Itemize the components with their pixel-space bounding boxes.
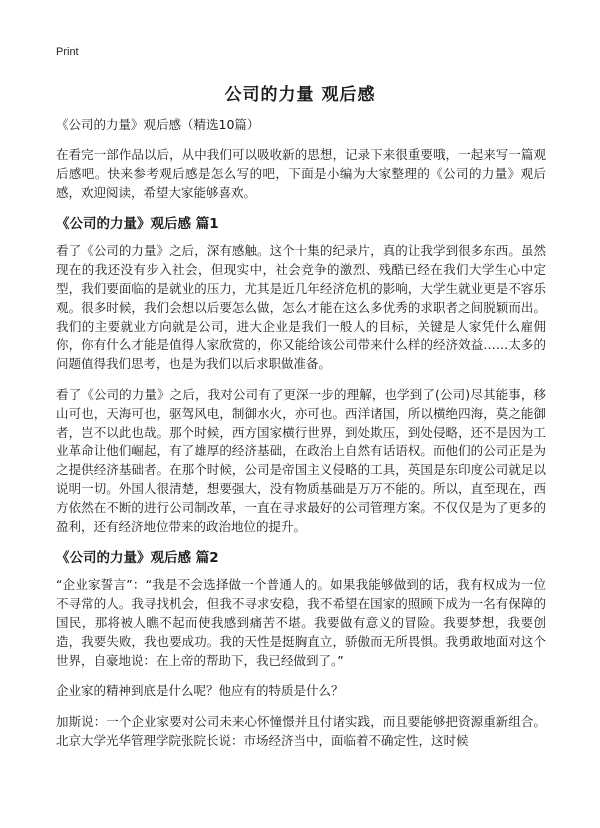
document-subtitle: 《公司的力量》观后感（精选10篇） [56,117,260,132]
page-title: 公司的力量 观后感 [224,85,376,105]
intro-paragraph: 在看完一部作品以后，从中我们可以吸收新的思想，记录下来很重要哦，一起来写一篇观后感吧。快来参考观后感是怎么写的吧，下面是小编为大家整理的《公司的力量》观后感，欢迎阅读，希望大家能够喜欢。 [56,147,546,200]
section2-paragraph-2: 企业家的精神到底是什么呢？他应有的特质是什么？ [56,683,344,699]
section1-paragraph-2: 看了《公司的力量》之后，我对公司有了更深一步的理解，也学到了(公司)尽其能事，移山可也，天海可也，驱驾风电，制御水火，亦可也。西洋诸国，所以横绝四海，莫之能御者，岂不以此也哉。那个时候，西方国家横行世界，到处欺压，到处侵略，还不是因为工业革命让他们崛起，有了雄厚的经济基础，在政治上自然有话语权。而他们的公司正是为之提供经济基础者。在那个时候，公司是帝国主义侵略的工具，英国是东印度公司就足以说明一切。外国人很清楚，想要强大，没有物质基础是万万不能的。所以，直至现在，西方依然在不断的进行公司制改革，一直在寻求最好的公司管理方案。不仅仅是为了更多的盈利，还有经济地位带来的政治地位的提升。 [56,386,546,534]
document-body [56,116,546,761]
section-heading-1: 《公司的力量》观后感 篇1 [56,216,219,233]
section1-paragraph-1: 看了《公司的力量》之后，深有感触。这个十集的纪录片，真的让我学到很多东西。虽然现在的我还没有步入社会，但现实中，社会竞争的激烈、残酷已经在我们大学生心中定型，我们要面临的是就业的压力，尤其是近几年经济危机的影响，大学生就业更是不容乐观。很多时候，我们会想以后要怎么做，怎么才能在这么多优秀的求职者之间脱颖而出。我们的主要就业方向就是公司，进大企业是我们一般人的目标，关键是人家凭什么雇佣你，你有什么才能是值得人家欣赏的，你又能给该公司带来什么样的经济效益……太多的问题值得我们思考，也是为我们以后求职做准备。 [56,243,546,372]
print-link[interactable]: Print [56,46,79,58]
section-heading-2: 《公司的力量》观后感 篇2 [56,550,219,567]
section2-paragraph-1: “企业家誓言”：“我是不会选择做一个普通人的。如果我能够做到的话，我有权成为一位不寻常的人。我寻找机会，但我不寻求安稳，我不希望在国家的照顾下成为一名有保障的国民，那将被人瞧不起而使我感到痛苦不堪。我要做有意义的冒险。我要梦想，我要创造，我要失败，我也要成功。我的天性是挺胸直立，骄傲而无所畏惧。我勇敢地面对这个世界，自豪地说：在上帝的帮助下，我已经做到了。” [56,577,546,668]
section2-paragraph-3: 加斯说：一个企业家要对公司未来心怀憧憬并且付诸实践，而且要能够把资源重新组合。北京大学光华管理学院张院长说：市场经济当中，面临着不确定性，这时候 [56,714,546,748]
